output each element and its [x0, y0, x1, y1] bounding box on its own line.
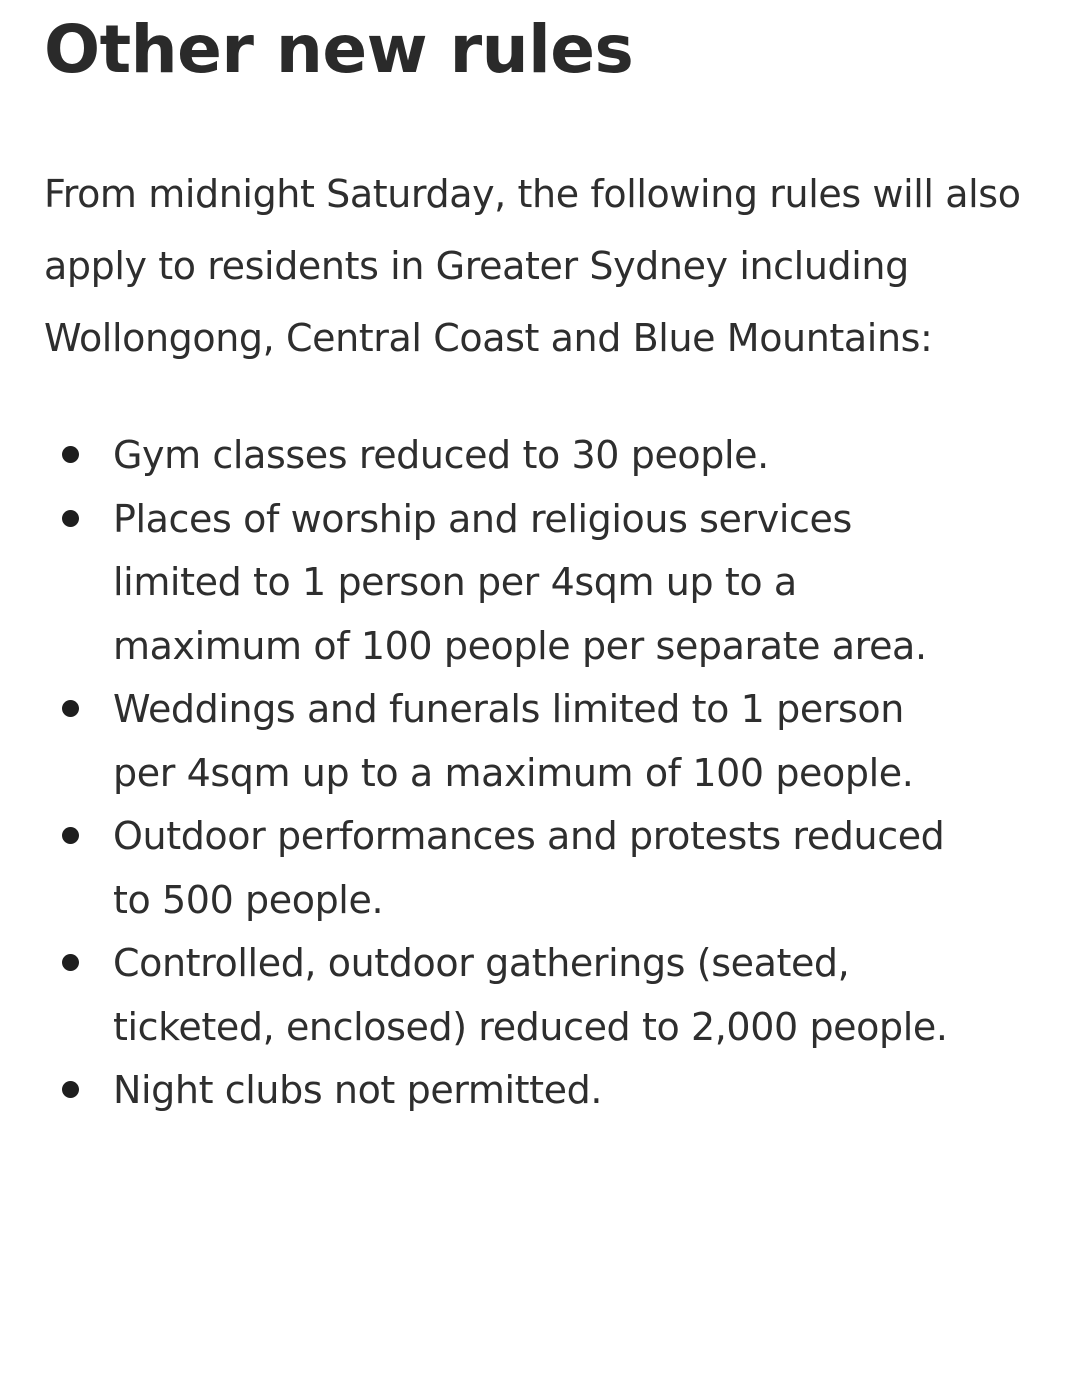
bullet-icon — [62, 1081, 79, 1098]
intro-paragraph: From midnight Saturday, the following rules will also apply to residents in Greater Sydney including Wollongong, Central Coast and Blue Mountains: — [44, 172, 1021, 360]
bullet-icon — [62, 954, 79, 971]
list-item — [44, 932, 973, 1059]
article-content — [44, 0, 1044, 1123]
list-item-text: Outdoor performances and protests reduced to 500 people. — [113, 814, 945, 922]
list-item-text: Places of worship and religious services limited to 1 person per 4sqm up to a maximum of 100 people per separate area. — [113, 496, 927, 668]
list-item-text: Weddings and funerals limited to 1 person per 4sqm up to a maximum of 100 people. — [113, 687, 914, 795]
list-item-text: Gym classes reduced to 30 people. — [113, 433, 769, 477]
list-item — [44, 678, 973, 805]
section-heading: Other new rules — [44, 11, 634, 88]
list-item-text: Controlled, outdoor gatherings (seated, ticketed, enclosed) reduced to 2,000 people. — [113, 941, 948, 1049]
bullet-icon — [62, 446, 79, 463]
bullet-icon — [62, 510, 79, 527]
bullet-icon — [62, 700, 79, 717]
rules-list — [44, 424, 1044, 1123]
list-item — [44, 1059, 973, 1123]
list-item — [44, 488, 973, 679]
bullet-icon — [62, 827, 79, 844]
list-item — [44, 805, 973, 932]
list-item-text: Night clubs not permitted. — [113, 1068, 603, 1112]
list-item — [44, 424, 973, 488]
